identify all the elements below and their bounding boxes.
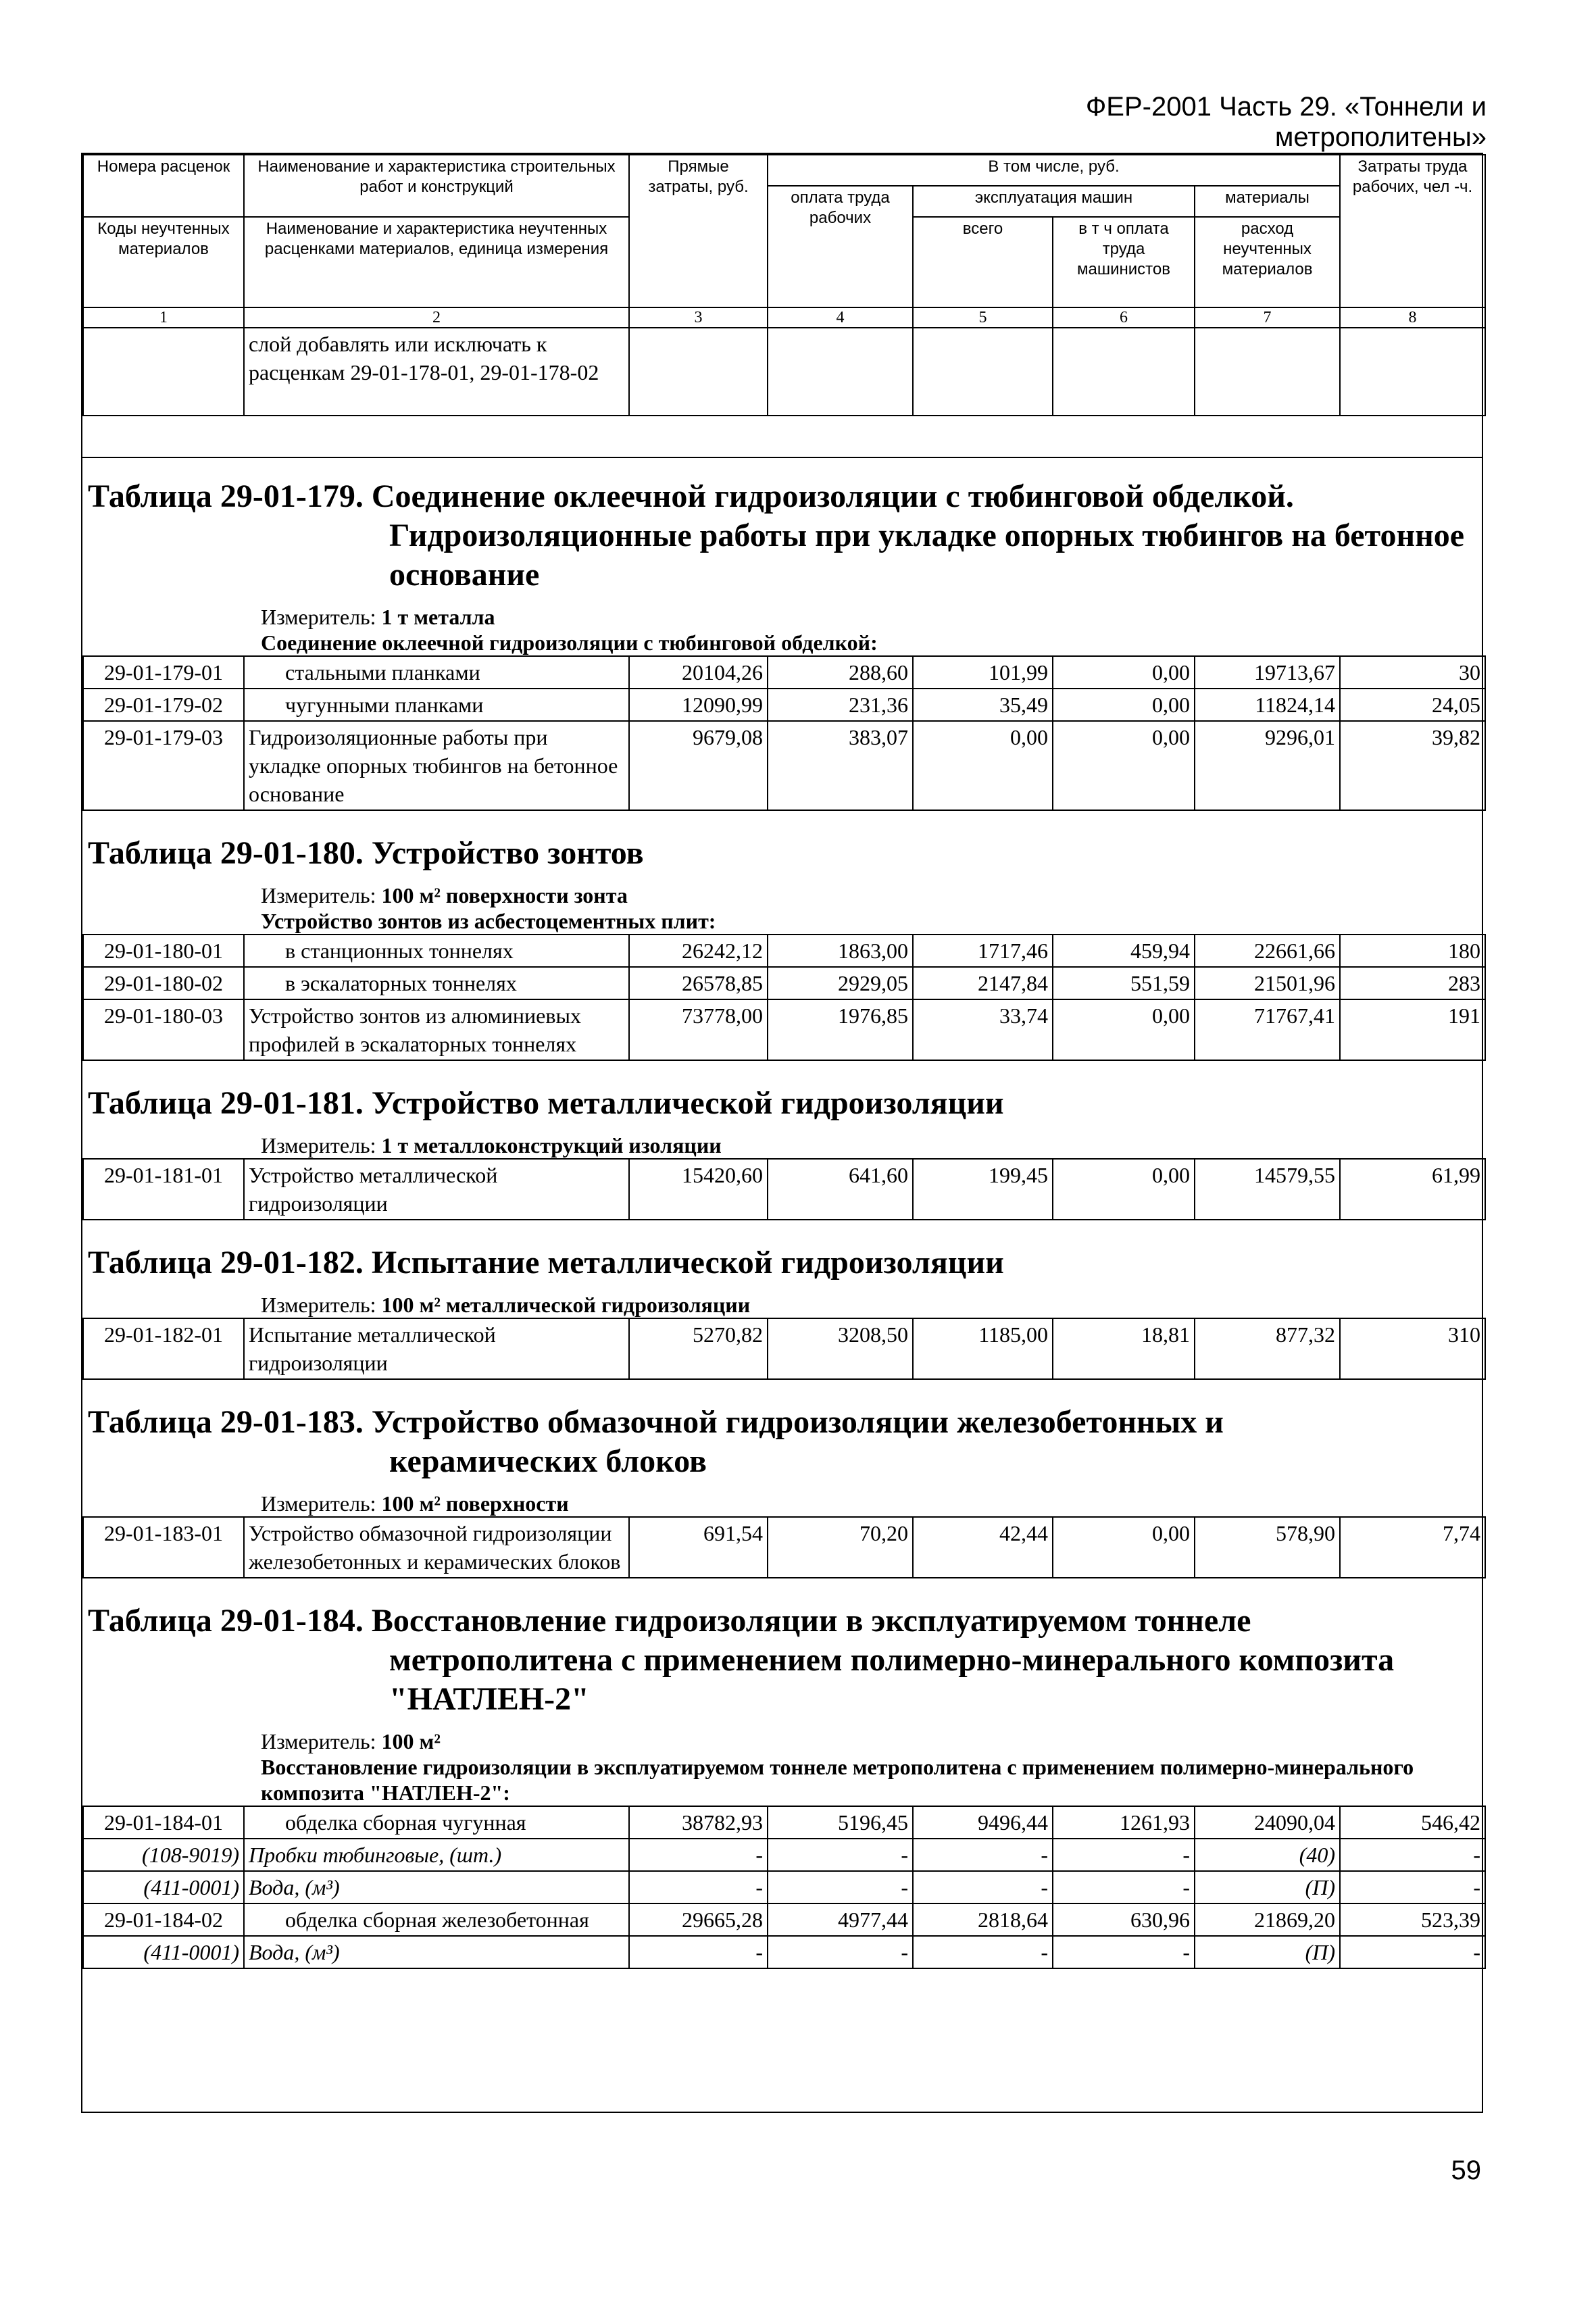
measure-unit: Измеритель: 1 т металла	[261, 605, 495, 629]
rate-value: 21501,96	[1195, 967, 1340, 999]
table-row	[83, 1318, 1485, 1379]
rate-value: 19713,67	[1195, 656, 1340, 689]
table-row	[83, 1839, 1485, 1871]
rate-value: 630,96	[1053, 1903, 1195, 1936]
col-direct-costs: Прямые затраты, руб.	[629, 155, 768, 307]
rate-value: 0,00	[1053, 656, 1195, 689]
rate-value: 24090,04	[1195, 1806, 1340, 1839]
table-title: Таблица 29-01-182. Испытание металлической гидроизоляции	[88, 1245, 1004, 1280]
table-29-01-180	[82, 811, 1482, 1061]
rate-value: 7,74	[1340, 1517, 1485, 1578]
rate-value: 18,81	[1053, 1318, 1195, 1379]
rate-code: 29-01-179-01	[83, 656, 244, 689]
table-row	[83, 1159, 1485, 1220]
col-labor-hours: Затраты труда рабочих, чел -ч.	[1340, 155, 1485, 307]
col-num-7: 7	[1195, 307, 1340, 328]
rate-value: -	[1340, 1839, 1485, 1871]
rate-value: 15420,60	[629, 1159, 768, 1220]
measure-unit: Измеритель: 100 м² металлической гидроизоляции	[261, 1293, 751, 1317]
rate-value: 231,36	[768, 689, 913, 721]
rate-value: 288,60	[768, 656, 913, 689]
col-machines-total: всего	[913, 217, 1053, 307]
rate-value: 14579,55	[1195, 1159, 1340, 1220]
rate-value: 35,49	[913, 689, 1053, 721]
rate-code: 29-01-179-02	[83, 689, 244, 721]
rate-description: Пробки тюбинговые, (шт.)	[244, 1839, 629, 1871]
measure-unit: Измеритель: 100 м² поверхности зонта	[261, 883, 628, 907]
table-title: Таблица 29-01-184. Восстановление гидроизоляции в эксплуатируемом тоннеле	[88, 1603, 1251, 1639]
rate-value: 101,99	[913, 656, 1053, 689]
rate-value: -	[1340, 1871, 1485, 1903]
col-machinists-pay: в т ч оплата труда машинистов	[1053, 217, 1195, 307]
table-row	[83, 935, 1485, 967]
column-header-table	[82, 154, 1486, 416]
rate-value: -	[913, 1871, 1053, 1903]
rate-value: 30	[1340, 656, 1485, 689]
rate-value: -	[629, 1936, 768, 1968]
rate-description: в станционных тоннелях	[244, 935, 629, 967]
rate-value: 0,00	[1053, 1517, 1195, 1578]
table-row	[83, 967, 1485, 999]
rate-value: 0,00	[1053, 1159, 1195, 1220]
table-29-01-182	[82, 1220, 1482, 1380]
rate-description: Устройство металлической гидроизоляции	[244, 1159, 629, 1220]
rate-value: 180	[1340, 935, 1485, 967]
rate-value: 9296,01	[1195, 721, 1340, 810]
table-29-01-179	[82, 458, 1482, 811]
rate-value: -	[629, 1839, 768, 1871]
rate-value: 1185,00	[913, 1318, 1053, 1379]
col-incl-header: В том числе, руб.	[768, 155, 1340, 186]
rate-code: (108-9019)	[83, 1839, 244, 1871]
rate-value: 0,00	[913, 721, 1053, 810]
rate-description: обделка сборная чугунная	[244, 1806, 629, 1839]
rate-code: 29-01-184-02	[83, 1903, 244, 1936]
col-num-2: 2	[244, 307, 629, 328]
rates-table	[82, 1158, 1486, 1220]
rate-value: 33,74	[913, 999, 1053, 1060]
rate-value: 26242,12	[629, 935, 768, 967]
rate-value: (40)	[1195, 1839, 1340, 1871]
rate-code: 29-01-180-01	[83, 935, 244, 967]
col-machines-header: эксплуатация машин	[913, 186, 1195, 217]
rate-description: Вода, (м³)	[244, 1936, 629, 1968]
table-title: Таблица 29-01-183. Устройство обмазочной гидроизоляции железобетонных и	[88, 1404, 1224, 1440]
rate-description: Испытание металлической гидроизоляции	[244, 1318, 629, 1379]
col-num-8: 8	[1340, 307, 1485, 328]
rate-value: 1863,00	[768, 935, 913, 967]
measure-unit: Измеритель: 100 м²	[261, 1729, 441, 1753]
rate-value: -	[629, 1871, 768, 1903]
rate-value: 383,07	[768, 721, 913, 810]
rate-value: 546,42	[1340, 1806, 1485, 1839]
rate-value: 3208,50	[768, 1318, 913, 1379]
rate-description: Устройство зонтов из алюминиевых профилей в эскалаторных тоннелях	[244, 999, 629, 1060]
rate-value: 2147,84	[913, 967, 1053, 999]
rate-value: -	[913, 1936, 1053, 1968]
col-materials-usage: расход неучтенных материалов	[1195, 217, 1340, 307]
document-header-title: ФЕР-2001 Часть 29. «Тоннели и метрополитены»	[1085, 92, 1487, 152]
rate-value: 523,39	[1340, 1903, 1485, 1936]
rate-value: -	[768, 1871, 913, 1903]
col-num-4: 4	[768, 307, 913, 328]
rate-value: 71767,41	[1195, 999, 1340, 1060]
rate-value: 2929,05	[768, 967, 913, 999]
rate-value: 42,44	[913, 1517, 1053, 1578]
rate-value: 551,59	[1053, 967, 1195, 999]
rate-value: 578,90	[1195, 1517, 1340, 1578]
rates-table	[82, 1318, 1486, 1380]
table-row	[83, 999, 1485, 1060]
rate-value: -	[1053, 1871, 1195, 1903]
rate-value: 2818,64	[913, 1903, 1053, 1936]
rate-value: 26578,85	[629, 967, 768, 999]
rate-value: 11824,14	[1195, 689, 1340, 721]
col-num-1: 1	[83, 307, 244, 328]
rate-value: 1717,46	[913, 935, 1053, 967]
rate-description: в эскалаторных тоннелях	[244, 967, 629, 999]
rate-value: 70,20	[768, 1517, 913, 1578]
measure-unit: Измеритель: 100 м² поверхности	[261, 1491, 569, 1516]
rate-value: 877,32	[1195, 1318, 1340, 1379]
table-row	[83, 1871, 1485, 1903]
table-title: Таблица 29-01-180. Устройство зонтов	[88, 835, 644, 871]
table-row	[83, 721, 1485, 810]
group-heading: Соединение оклеечной гидроизоляции с тюбинговой обделкой:	[261, 630, 878, 655]
rate-value: 0,00	[1053, 999, 1195, 1060]
rate-value: 12090,99	[629, 689, 768, 721]
rate-code: 29-01-182-01	[83, 1318, 244, 1379]
group-heading: Устройство зонтов из асбестоцементных плит:	[261, 909, 716, 933]
table-title: Таблица 29-01-179. Соединение оклеечной гидроизоляции с тюбинговой обделкой.	[88, 478, 1294, 514]
table-title-cont: керамических блоков	[389, 1443, 707, 1479]
rates-table	[82, 934, 1486, 1061]
col-num-3: 3	[629, 307, 768, 328]
rate-code: 29-01-179-03	[83, 721, 244, 810]
rate-value: 21869,20	[1195, 1903, 1340, 1936]
table-29-01-183	[82, 1380, 1482, 1578]
rate-description: чугунными планками	[244, 689, 629, 721]
carry-over-note: слой добавлять или исключать к расценкам 29-01-178-01, 29-01-178-02	[244, 328, 629, 416]
rate-value: 9496,44	[913, 1806, 1053, 1839]
rate-value: 24,05	[1340, 689, 1485, 721]
rate-code: 29-01-180-02	[83, 967, 244, 999]
rate-value: 5270,82	[629, 1318, 768, 1379]
rate-description: Гидроизоляционные работы при укладке опорных тюбингов на бетонное основание	[244, 721, 629, 810]
rate-value: 73778,00	[629, 999, 768, 1060]
col-num-5: 5	[913, 307, 1053, 328]
rate-code: (411-0001)	[83, 1871, 244, 1903]
rate-value: 4977,44	[768, 1903, 913, 1936]
rate-value: (П)	[1195, 1936, 1340, 1968]
rate-value: 0,00	[1053, 721, 1195, 810]
rate-value: 9679,08	[629, 721, 768, 810]
rate-value: -	[768, 1936, 913, 1968]
group-heading: Восстановление гидроизоляции в эксплуатируемом тоннеле метрополитена с применением полимерно-минерального композита "НАТЛЕН-2":	[261, 1755, 1414, 1805]
rate-value: 283	[1340, 967, 1485, 999]
rate-value: -	[1340, 1936, 1485, 1968]
rates-table	[82, 655, 1486, 811]
rates-table	[82, 1806, 1486, 1969]
rate-code: 29-01-181-01	[83, 1159, 244, 1220]
rate-value: -	[768, 1839, 913, 1871]
col-name-bottom: Наименование и характеристика неучтенных расценками материалов, единица измерения	[244, 217, 629, 307]
col-codes-top: Номера расценок	[83, 155, 244, 217]
rate-value: 310	[1340, 1318, 1485, 1379]
table-29-01-184	[82, 1578, 1482, 1969]
table-row	[83, 1517, 1485, 1578]
rate-value: -	[913, 1839, 1053, 1871]
col-labor-pay: оплата труда рабочих	[768, 186, 913, 307]
rate-description: обделка сборная железобетонная	[244, 1903, 629, 1936]
price-sheet	[81, 153, 1483, 2113]
table-title-cont: Гидроизоляционные работы при укладке опорных тюбингов на бетонное основание	[389, 518, 1465, 593]
rate-value: (П)	[1195, 1871, 1340, 1903]
table-row	[83, 1936, 1485, 1968]
table-row	[83, 689, 1485, 721]
rate-value: 641,60	[768, 1159, 913, 1220]
rate-value: 29665,28	[629, 1903, 768, 1936]
table-29-01-181	[82, 1061, 1482, 1220]
rate-value: 1976,85	[768, 999, 913, 1060]
table-title: Таблица 29-01-181. Устройство металлической гидроизоляции	[88, 1085, 1004, 1121]
rate-value: 459,94	[1053, 935, 1195, 967]
rate-code: 29-01-184-01	[83, 1806, 244, 1839]
rate-value: 39,82	[1340, 721, 1485, 810]
rate-value: 691,54	[629, 1517, 768, 1578]
rate-code: 29-01-183-01	[83, 1517, 244, 1578]
rate-description: стальными планками	[244, 656, 629, 689]
col-materials-header: материалы	[1195, 186, 1340, 217]
col-num-6: 6	[1053, 307, 1195, 328]
rates-table	[82, 1516, 1486, 1578]
rate-value: 5196,45	[768, 1806, 913, 1839]
rate-value: 20104,26	[629, 656, 768, 689]
measure-unit: Измеритель: 1 т металлоконструкций изоляции	[261, 1133, 722, 1158]
table-row	[83, 1903, 1485, 1936]
rate-value: 61,99	[1340, 1159, 1485, 1220]
page-number: 59	[1451, 2156, 1481, 2185]
rate-value: 38782,93	[629, 1806, 768, 1839]
col-name-top: Наименование и характеристика строительных работ и конструкций	[244, 155, 629, 217]
rate-description: Вода, (м³)	[244, 1871, 629, 1903]
col-codes-bottom: Коды неучтенных материалов	[83, 217, 244, 307]
table-title-cont: метрополитена с применением полимерно-минерального композита "НАТЛЕН-2"	[389, 1642, 1395, 1717]
table-row	[83, 656, 1485, 689]
rate-value: 0,00	[1053, 689, 1195, 721]
table-row	[83, 1806, 1485, 1839]
rate-value: 22661,66	[1195, 935, 1340, 967]
rate-code: (411-0001)	[83, 1936, 244, 1968]
rate-value: 1261,93	[1053, 1806, 1195, 1839]
rate-value: -	[1053, 1936, 1195, 1968]
rate-value: -	[1053, 1839, 1195, 1871]
rate-description: Устройство обмазочной гидроизоляции железобетонных и керамических блоков	[244, 1517, 629, 1578]
rate-value: 191	[1340, 999, 1485, 1060]
rate-value: 199,45	[913, 1159, 1053, 1220]
rate-code: 29-01-180-03	[83, 999, 244, 1060]
